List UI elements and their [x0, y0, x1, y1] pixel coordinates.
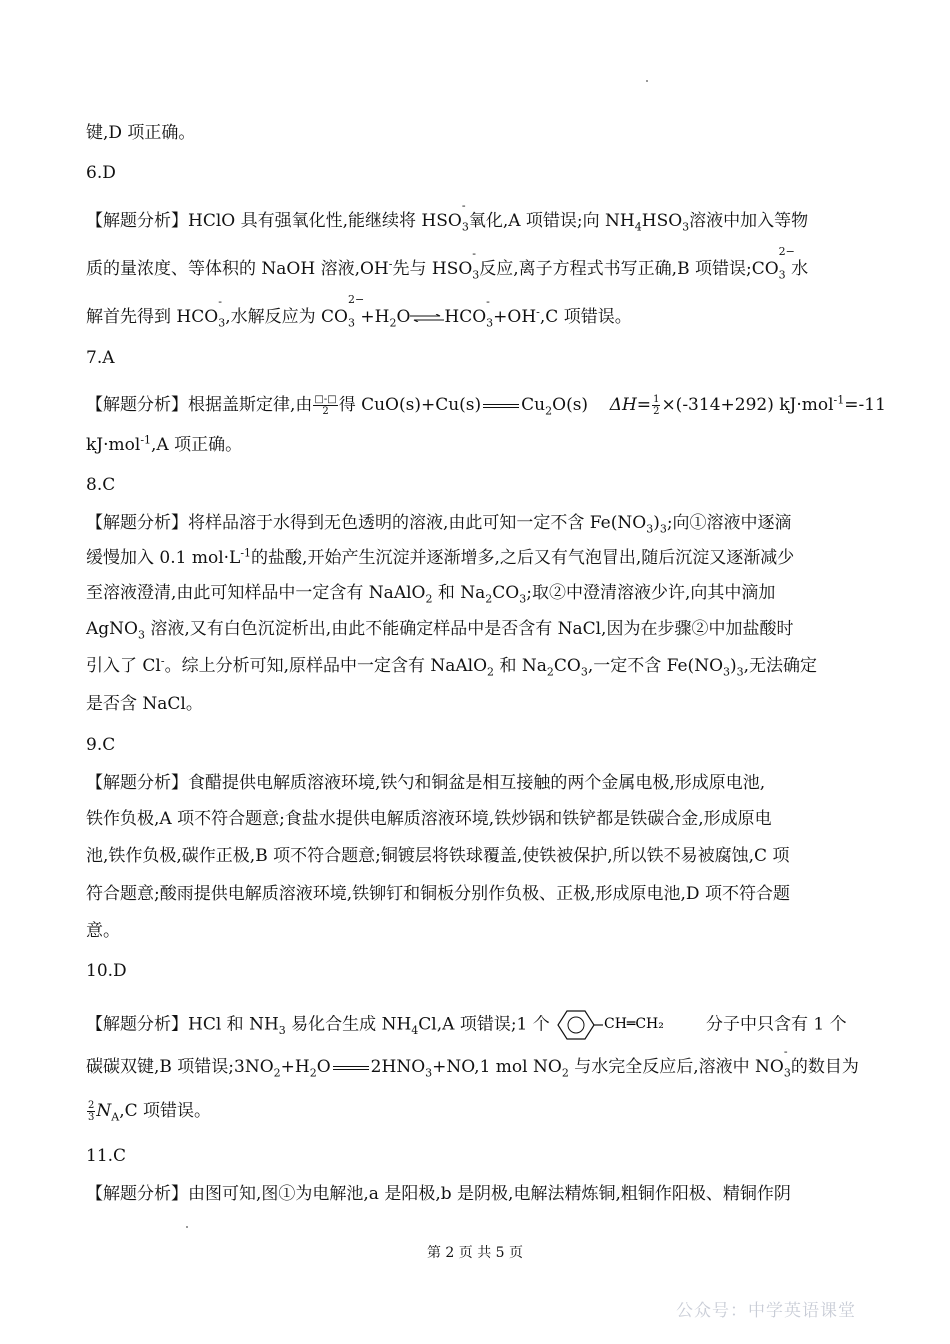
analysis-8-line6: 是否含 NaCl。: [86, 694, 203, 714]
analysis-8-line2: 缓慢加入 0.1 $mol\cdot L^{-1}$的盐酸,开始产生沉淀并逐渐增多,之后又有气泡冒出,随后沉淀又逐渐减少: [86, 546, 795, 568]
analysis-6-line2: 质的量浓度、等体积的 NaOH 溶液,OH-先与 $HSO_3$ - 反应,离子方程式书写正确,B 项错误$;CO_3$ 2− 水: [86, 245, 809, 282]
analysis-11-line1: 【解题分析】由图可知,图①为电解池,a 是阳极,b 是阴极,电解法精炼铜,粗铜作阳极、精铜作阴: [86, 1184, 791, 1204]
answer-7: 7.A: [86, 348, 115, 368]
scan-dot: [646, 80, 648, 82]
analysis-8-line4: AgNO$_3$ 溶液,又有白色沉淀析出,由此不能确定样品中是否含有 NaCl,因为在步骤②中加盐酸时: [86, 619, 794, 642]
answer-9: 9.C: [86, 735, 116, 755]
equals-sign-long: [333, 1066, 369, 1070]
watermark: 公众号：中学英语课堂: [676, 1301, 856, 1321]
analysis-9-line2: 铁作负极,A 项不符合题意;食盐水提供电解质溶液环境,铁炒锅和铁铲都是铁碳合金,形成原电: [86, 809, 772, 829]
analysis-8-line5: 引入了 Cl-。综上分析可知,原样品中一定含有 NaAlO$_2$ 和 $Na_2CO_3$,一定不含 $Fe(NO_3)_3$,无法确定: [86, 654, 818, 679]
answer-11: 11.C: [86, 1146, 127, 1166]
equilibrium-arrow: [410, 314, 444, 322]
styrene-structure: [555, 1008, 695, 1042]
analysis-10-line1: 【解题分析】HCl 和 $NH_3$ 易化合生成 $NH_4Cl,A$ 项错误;1 个 CH═CH₂ 分子中只含有 1 个: [86, 1008, 847, 1042]
analysis-9-line1: 【解题分析】食醋提供电解质溶液环境,铁勺和铜盆是相互接触的两个金属电极,形成原电池,: [86, 773, 766, 793]
analysis-9-line4: 符合题意;酸雨提供电解质溶液环境,铁铆钉和铜板分别作负极、正极,形成原电池,D 项不符合题: [86, 884, 790, 904]
answer-10: 10.D: [86, 961, 127, 981]
page-footer: 第 2 页 共 5 页: [426, 1245, 524, 1261]
analysis-7-line2: kJ·mol$^{-1}$,A 项正确。: [86, 433, 243, 455]
analysis-9-line3: 池,铁作负极,碳作正极,B 项不符合题意;铜镀层将铁球覆盖,使铁被保护,所以铁不易被腐蚀,C 项: [86, 846, 790, 866]
analysis-7-line1: 【解题分析】根据盖斯定律,由 □-□ 2 得 CuO(s)+Cu(s) $Cu_2O(s)$ ΔH= $\frac{1}{2}$ ×(-314+292) kJ·mol$^{-1}$=-11: [86, 393, 886, 418]
analysis-8-line3: 至溶液澄清,由此可知样品中一定含有 NaAlO$_2$ 和 $Na_2CO_3$;取②中澄清溶液少许,向其中滴加: [86, 583, 776, 606]
answer-8: 8.C: [86, 475, 116, 495]
scan-dot: [186, 1226, 188, 1228]
analysis-8-line1: 【解题分析】将样品溶于水得到无色透明的溶液,由此可知一定不含 $Fe(NO_3)_3$;向①溶液中逐滴: [86, 513, 792, 536]
analysis-6-line1: 【解题分析】HClO 具有强氧化性,能继续将 $HSO_3$ - 氧化,A 项错误;向 $NH_4HSO_3$溶液中加入等物: [86, 199, 809, 234]
equals-sign-long: [483, 404, 519, 408]
svg-text:CH═CH₂: CH═CH₂: [604, 1016, 665, 1032]
answer-6: 6.D: [86, 163, 116, 183]
analysis-6-line3: 解首先得到 $HCO_3$ - ,水解反应为 $CO_3$ 2− $+H_2O$ $HCO_3$ - +OH-,C 项错误。: [86, 293, 632, 330]
analysis-10-line3: $\frac{2}{3}$ $N_A,C$ 项错误。: [88, 1100, 212, 1124]
analysis-9-line5: 意。: [86, 921, 120, 941]
analysis-10-line2: 碳碳双键,B 项错误$;3NO_2+H_2O$ $2HNO_3+NO,1$ mol $NO_2$ 与水完全反应后,溶液中 $NO_3$ - 的数目为: [86, 1045, 859, 1080]
text-line: 键,D 项正确。: [86, 123, 196, 143]
